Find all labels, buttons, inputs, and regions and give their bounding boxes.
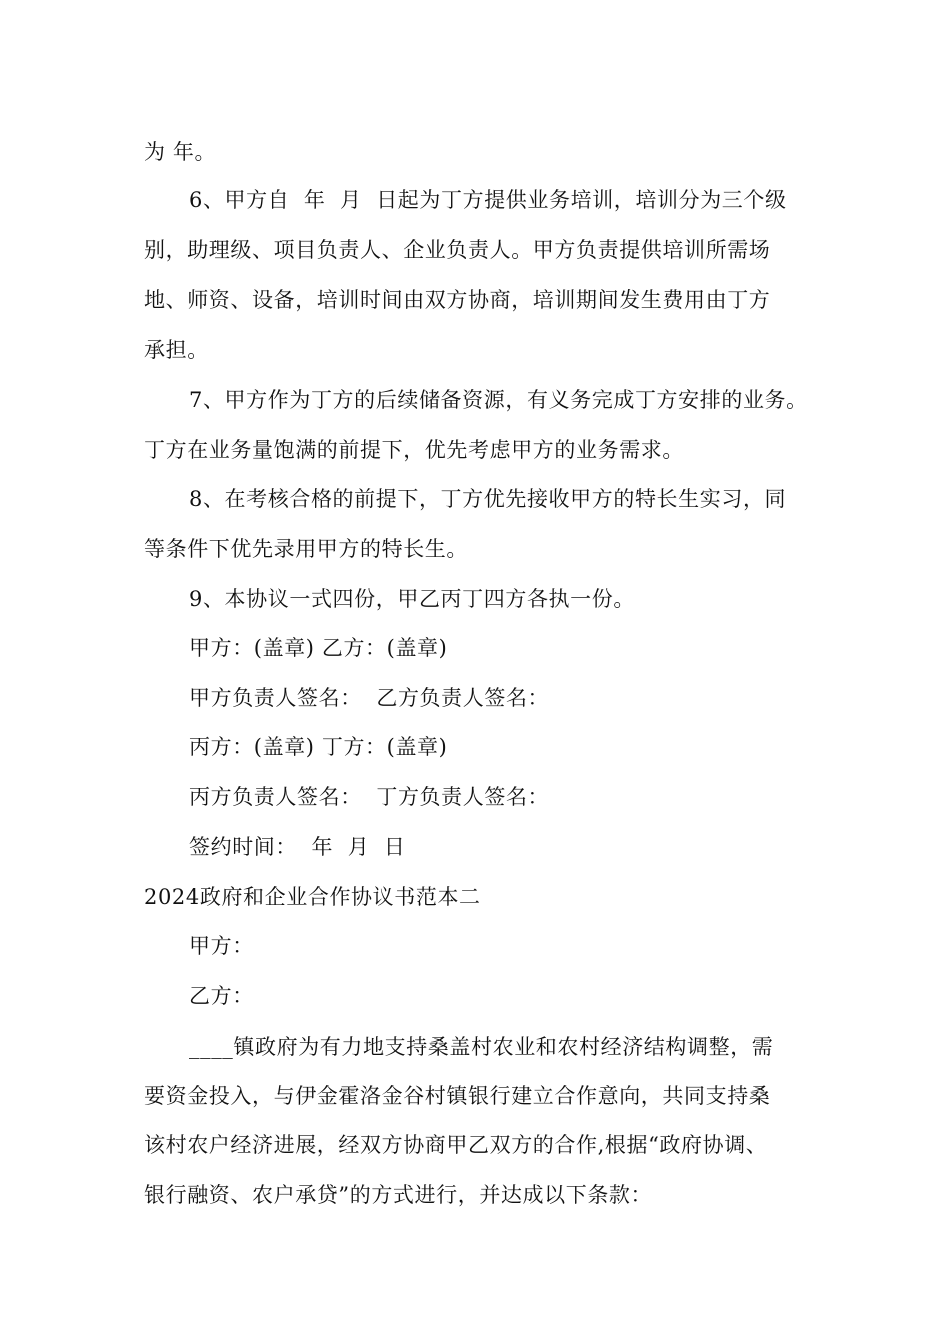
intro-line-2: 要资金投入，与伊金霍洛金谷村镇银行建立合作意向，共同支持桑 [144, 1084, 771, 1108]
clause-7-line-1: 7、甲方作为丁方的后续储备资源，有义务完成丁方安排的业务。 [189, 388, 808, 412]
clause-8-line-2: 等条件下优先录用甲方的特长生。 [144, 537, 468, 561]
clause-6-line-4: 承担。 [144, 338, 209, 362]
party-a: 甲方： [189, 934, 254, 958]
text-line-1: 为 年。 [144, 140, 217, 164]
intro-line-1: ____镇政府为有力地支持桑盖村农业和农村经济结构调整，需 [189, 1035, 774, 1059]
clause-6-line-3: 地、师资、设备，培训时间由双方协商，培训期间发生费用由丁方 [144, 288, 771, 312]
seal-line-cd: 丙方：(盖章) 丁方：(盖章) [189, 735, 448, 759]
intro-line-4: 银行融资、农户承贷”的方式进行，并达成以下条款： [144, 1183, 653, 1207]
clause-8-line-1: 8、在考核合格的前提下，丁方优先接收甲方的特长生实习，同 [189, 487, 787, 511]
party-b: 乙方： [189, 984, 254, 1008]
intro-line-3: 该村农户经济进展，经双方协商甲乙双方的合作,根据“政府协调、 [144, 1133, 768, 1157]
clause-9: 9、本协议一式四份，甲乙丙丁四方各执一份。 [189, 587, 635, 611]
section-title: 2024政府和企业合作协议书范本二 [144, 885, 481, 909]
clause-7-line-2: 丁方在业务量饱满的前提下，优先考虑甲方的业务需求。 [144, 438, 684, 462]
signing-date: 签约时间： 年 月 日 [189, 835, 406, 859]
clause-6-line-2: 别，助理级、项目负责人、企业负责人。甲方负责提供培训所需场 [144, 238, 771, 262]
signature-line-ab: 甲方负责人签名： 乙方负责人签名： [189, 686, 550, 710]
signature-line-cd: 丙方负责人签名： 丁方负责人签名： [189, 785, 550, 809]
seal-line-ab: 甲方：(盖章) 乙方：(盖章) [189, 636, 448, 660]
clause-6-line-1: 6、甲方自 年 月 日起为丁方提供业务培训，培训分为三个级 [189, 188, 787, 212]
